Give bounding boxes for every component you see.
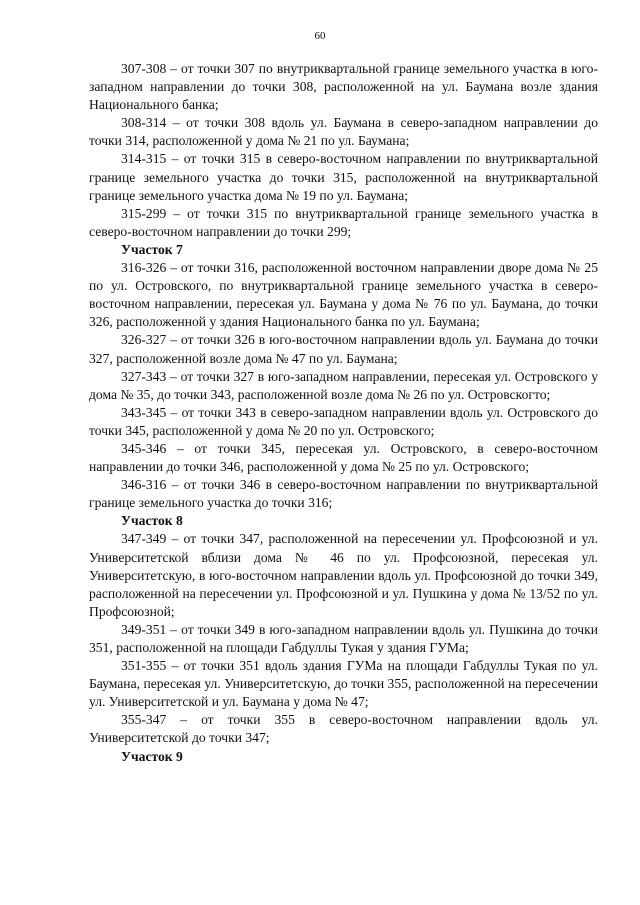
boundary-paragraph: 347-349 – от точки 347, расположенной на пересечении ул. Профсоюзной и ул. Университетской вблизи дома № 46 по ул. Профсоюзной, пересекая ул. Университетскую, в юго-восточном направлении вдоль ул. Профсоюзной до точки 349, расположенной на пересечении ул. Профсоюзной и ул. Пушкина у дома № 13/52 по ул. Профсоюзной; xyxy=(89,531,598,619)
section-heading: Участок 8 xyxy=(121,513,183,529)
boundary-paragraph: 316-326 – от точки 316, расположенной восточном направлении дворе дома № 25 по ул. Островского, по внутриквартальной границе земельного участка в северо-восточном направлении, пересекая ул. Баумана у дома № 76 по ул. Баумана, до точки 326, расположенной у здания Национального банка по ул. Баумана; xyxy=(89,260,598,330)
boundary-paragraph: 315-299 – от точки 315 по внутриквартальной границе земельного участка в северо-восточном направлении до точки 299; xyxy=(89,205,598,239)
boundary-paragraph: 346-316 – от точки 346 в северо-восточном направлении по внутриквартальной границе земельного участка до точки 316; xyxy=(89,477,598,511)
document-body xyxy=(89,60,598,766)
boundary-paragraph: 351-355 – от точки 351 вдоль здания ГУМа на площади Габдуллы Тукая по ул. Баумана, пересекая ул. Университетскую, до точки 355, расположенной на пересечении ул. Университетской и ул. Баумана у дома № 47; xyxy=(89,658,598,710)
boundary-paragraph: 314-315 – от точки 315 в северо-восточном направлении по внутриквартальной границе земельного участка до точки 315, расположенной на внутриквартальной границе земельного участка дома № 19 по ул. Баумана; xyxy=(89,151,598,203)
boundary-paragraph: 307-308 – от точки 307 по внутриквартальной границе земельного участка в юго-западном направлении до точки 308, расположенной на ул. Баумана возле здания Национального банка; xyxy=(89,61,598,113)
boundary-paragraph: 327-343 – от точки 327 в юго-западном направлении, пересекая ул. Островского у дома № 35, до точки 343, расположенной возле дома № 26 по ул. Островскогто; xyxy=(89,368,598,402)
boundary-paragraph: 349-351 – от точки 349 в юго-западном направлении вдоль ул. Пушкина до точки 351, расположенной на площади Габдуллы Тукая у здания ГУМа; xyxy=(89,621,598,655)
boundary-paragraph: 355-347 – от точки 355 в северо-восточном направлении вдоль ул. Университетской до точки 347; xyxy=(89,712,598,746)
boundary-paragraph: 345-346 – от точки 345, пересекая ул. Островского, в северо-восточном направлении до точки 346, расположенной у дома № 25 по ул. Островского; xyxy=(89,440,598,475)
boundary-paragraph: 308-314 – от точки 308 вдоль ул. Баумана в северо-западном направлении до точки 314, расположенной у дома № 21 по ул. Баумана; xyxy=(89,115,598,149)
section-heading: Участок 7 xyxy=(121,241,183,257)
page-number: 60 xyxy=(314,30,326,42)
boundary-paragraph: 326-327 – от точки 326 в юго-восточном направлении вдоль ул. Баумана до точки 327, расположенной возле дома № 47 по ул. Баумана; xyxy=(89,332,598,366)
boundary-paragraph: 343-345 – от точки 343 в северо-западном направлении вдоль ул. Островского до точки 345, расположенной у дома № 20 по ул. Островского; xyxy=(89,404,598,438)
section-heading: Участок 9 xyxy=(121,748,183,764)
